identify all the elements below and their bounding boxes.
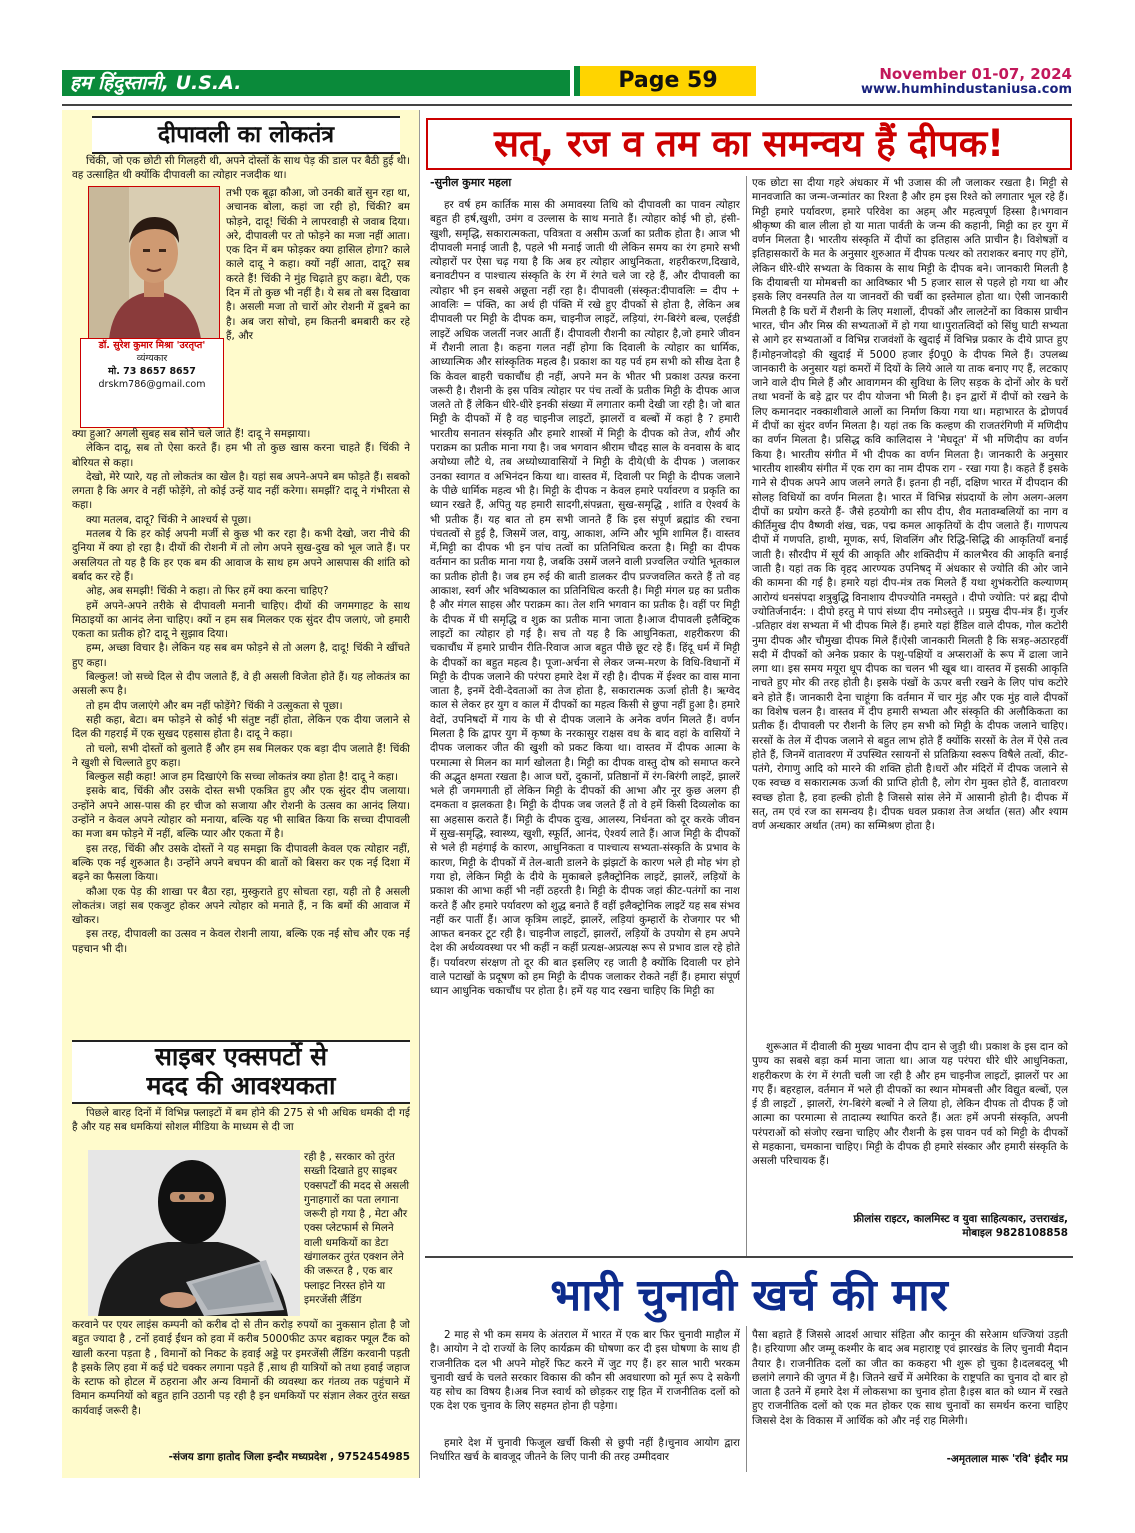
cyber-beside-image — [304, 1150, 410, 1316]
paragraph: क्या हुआ? अगली सुबह सब सोने चले जाते हैं! दादू ने समझाया। — [72, 428, 311, 440]
paragraph: तो चलो, सभी दोस्तों को बुलाते हैं और हम सब मिलकर एक बड़ा दीप जलाते हैं! चिंकी ने खुशी से चिल्लाते हुए कहा। — [72, 742, 410, 769]
chunav-column-1 — [430, 1328, 740, 1432]
cyber-body-text: करवाने पर एयर लाइंस कम्पनी को करीब दो से तीन करोड़ रुपयों का नुकसान होता है जो बहुत ज्यादा है , टनों हवाई ईंधन को हवा में करीब 5000फीट ऊपर बहाकर फ्यूल टैंक को खाली करना पड़ता है , विमानों को निकट के हवाई अड्डे पर इमरजेंसी लैंडिंग करवानी पड़ती है इसके लिए हवा में कई घंटे चक्कर लगाना पड़ते हैं ,साथ ही यात्रियों को तथा हवाई जहाज के स्टाफ को होटल में ठहराना और अन्य विमानों की व्यवस्था कर गंतव्य तक पहुंचाने में विमान कम्पनियों को बहुत हानि उठानी पड़ रही है इन धमकियों पर संज्ञान लेकर तुरंत सख्त कार्यवाई जरूरी है। — [72, 1319, 410, 1417]
paragraph: तो हम दीप जलाएंगे और बम नहीं फोड़ेंगे? चिंकी ने उत्सुकता से पूछा। — [86, 699, 343, 712]
deepak-column-2-tail — [752, 1040, 1068, 1210]
lokatantra-body — [72, 427, 410, 1047]
paragraph: इस तरह, चिंकी और उसके दोस्तों ने यह समझा कि दीपावली केवल एक त्योहार नहीं, बल्कि एक नई शुरुआत है। उन्होंने अपने बचपन की बातों को बिसरा कर एक नई दिशा में बढ़ने का फैसला किया। — [72, 842, 410, 884]
cyber-headline-line2: मदद की आवश्यकता — [146, 1071, 336, 1100]
paragraph: इस तरह, दीपावली का उत्सव न केवल रोशनी लाया, बल्कि एक नई सोच और एक नई पहचान भी दी। — [72, 928, 410, 955]
cyber-headline-line1: साइबर एक्सपर्टो से — [155, 1042, 327, 1071]
newspaper-title: हम हिंदुस्तानी, U.S.A. — [70, 72, 242, 94]
paragraph: हम्म, अच्छा विचार है। लेकिन यह सब बम फोड़ने से तो अलग है, दादू! चिंकी ने खींचते हुए कहा। — [72, 642, 410, 669]
lokatantra-headline: दीपावली का लोकतंत्र — [92, 116, 400, 154]
deepak-column-2-tail-text: शुरूआत में दीवाली की मुख्य भावना दीप दान से जुड़ी थी। प्रकाश के इस दान को पुण्य का सबसे बड़ा कर्म माना जाता था। आज यह परंपरा धीरे धीरे आधुनिकता, शहरीकरण के रंग में रंगती चली जा रही है और हम चाइनीज लाइटों, झालरों पर आ गए हैं। बहरहाल, वर्तमान में भले ही दीपकों का स्थान मोमबत्ती और विद्युत बल्बों, एल ई डी लाइटों , झालरों, रंग-बिरंगे बल्बों ने ले लिया हो, लेकिन दीपक तो दीपक हैं जो आत्मा का परमात्मा से तादात्म्य स्थापित करते हैं। अतः हमें अपनी संस्कृति, अपनी परंपराओं को संजोए रखना चाहिए और रौशनी के इस पावन पर्व को मिट्टी के दीपकों से महकाना, चमकाना चाहिए। मिट्टी के दीपक ही हमारे संस्कार और हमारी संस्कृति के असली परिचायक हैं। — [752, 1041, 1068, 1168]
paragraph: बिल्कुल! जो सच्चे दिल से दीप जलाते हैं, वे ही असली विजेता होते हैं। यह लोकतंत्र का असली रूप है। — [72, 671, 410, 698]
deepak-signature — [752, 1212, 1068, 1244]
hacker-laptop-icon — [88, 1150, 300, 1316]
column-divider — [746, 176, 747, 1256]
chunav-column-1-text: 2 माह से भी कम समय के अंतराल में भारत में एक बार फिर चुनावी माहौल में है। आयोग ने दो राज्यों के लिए कार्यक्रम की घोषणा कर दी इस घोषणा के साथ ही राजनीतिक दल भी अपने मोहरें फिट करने में जुट गए हैं। हर साल भारी भरकम चुनावी खर्च के चलते सरकार विकास की कौन सी अवधारणा को मूर्त रूप दे सकेगी यह सोच का विषय है।अब निज स्वार्थ को छोड़कर राष्ट्र हित में राजनीतिक दलों को एक देश एक चुनाव के लिए सहमत होना ही पड़ेगा। — [430, 1329, 740, 1413]
lokatantra-intro-text: चिंकी, जो एक छोटी सी गिलहरी थी, अपने दोस्तों के साथ पेड़ की डाल पर बैठी हुई थी। वह उत्साहित थी क्योंकि दीपावली का त्योहार नजदीक था। — [72, 155, 410, 182]
author-phone: मो. 73 8657 8657 — [108, 366, 196, 377]
paragraph: बिल्कुल सही कहा! आज हम दिखाएंगे कि सच्चा लोकतंत्र क्या होता है! दादू ने कहा। — [86, 771, 398, 784]
cyber-body — [72, 1318, 410, 1446]
deepak-byline: -सुनील कुमार महला — [430, 176, 512, 189]
issue-date: November 01-07, 2024 — [879, 65, 1072, 83]
cyber-signature: -संजय डागा हातोद जिला इन्दौर मध्यप्रदेश , 9752454985 — [168, 1451, 410, 1463]
chunav-column-1-tail — [430, 1436, 740, 1468]
author-name: डॉ. सुरेश कुमार मिश्रा 'उरतृप्त' — [98, 340, 206, 351]
author-photo — [88, 186, 220, 340]
deepak-column-1-text: हर वर्ष हम कार्तिक मास की अमावस्या तिथि को दीपावली का पावन त्योहार बहुत ही हर्ष,खुशी, उमंग व उल्लास के साथ मनाते हैं। त्योहार कोई भी हो, हंसी-खुशी, समृद्धि, सकारात्मकता, पवित्रता व असीम ऊर्जा का प्रतीक होता है। आज भी दीपावली मनाई जाती है, पहले भी मनाई जाती थी लेकिन समय का रंग हमारे सभी त्योहारों पर ऐसा चढ़ गया है कि अब हर त्योहार आधुनिकता, शहरीकरण,दिखावे, बनावटीपन व पाश्चात्य संस्कृति के रंग में रंगते चले जा रहे हैं, और दीपावली का त्योहार भी इन सबसे अछूता नहीं रहा है। दीपावली (संस्कृत:दीपावलिः = दीप + आवलिः = पंक्ति, का अर्थ ही पंक्ति में रखे हुए दीपकों से होता है, लेकिन अब दीपावली पर मिट्टी के दीपक कम, चाइनीज लाइटें, लड़ियां, रंग-बिरंगे बल्ब, एलईडी लाइटें अधिक जलतीं नजर आतीं हैं। दीपावली रौशनी का त्योहार है,जो हमारे जीवन में रौशनी लाता है। कहना गलत नहीं होगा कि दिवाली के त्योहार का धार्मिक, आध्यात्मिक और सांस्कृतिक महत्व है। प्रकाश का यह पर्व हम सभी को सीख देता है कि केवल बाहरी चकाचौंध ही नहीं, अपने मन के भीतर भी प्रकाश उत्पन्न करना जरूरी है। रौशनी के इस पवित्र त्योहार पर पंच तत्वों के प्रतीक मिट्टी के दीपक आज जलते तो हैं लेकिन धीरे-धीरे इनकी संख्या में लगातार कमी देखी जा रही है। जो बात मिट्टी के दीपकों में है वह चाइनीज लाइटों, झालरों व बल्बों में कहां है ? हमारी भारतीय सनातन संस्कृति और हमारे शास्त्रों में मिट्टी के दीपक को तेज, शौर्य और पराक्रम का प्रतीक माना गया है। जब भगवान श्रीराम चौदह साल के वनवास के बाद अयोध्या लौटे थे, तब अध्योध्यावासियों ने मिट्टी के दीये(घी के दीपक ) जलाकर उनका स्वागत व अभिनंदन किया था। वास्तव में, दिवाली पर मिट्टी के दीपक जलाने के पीछे धार्मिक महत्व भी है। मिट्टी के दीपक न केवल हमारे पर्यावरण व प्रकृति का ध्यान रखते हैं, अपितु यह हमारी सादगी,संपन्नता, सुख-समृद्धि , शांति व ऐश्वर्य के भी प्रतीक हैं। यह बात तो हम सभी जानते हैं कि इस संपूर्ण ब्रह्मांड की रचना पंचतत्वों से हुई है, जिसमें जल, वायु, आकाश, अग्नि और भूमि शामिल हैं। वास्तव में,मिट्टी का दीपक भी इन पांच तत्वों का प्रतिनिधित्व करता है। मिट्टी का दीपक वर्तमान का प्रतीक माना गया है, जबकि उसमें जलने वाली प्रज्वलित ज्योति भूतकाल का प्रतीक होती है। जब हम रुई की बाती डालकर दीप प्रज्जवलित करते हैं तो वह आकाश, स्वर्ग और भविष्यकाल का प्रतिनिधित्व करती है। मिट्टी मंगल ग्रह का प्रतीक है और मंगल साहस और पराक्रम का। तेल शनि भगवान का प्रतीक है। वहीं पर मिट्टी के दीपक में घी समृद्धि व शुक्र का प्रतीक माना जाता है।आज दीपावली इलैक्ट्रिक लाइटों का त्योहार हो गई है। सच तो यह है कि आधुनिकता, शहरीकरण की चकाचौंध में हमारे प्राचीन रीति-रिवाज आज बहुत पीछे छूट रहे हैं। हिंदू धर्म में मिट्टी के दीपकों का बहुत महत्व है। पूजा-अर्चना से लेकर जन्म-मरण के विधि-विधानों में मिट्टी के दीपक जलाने की परंपरा हमारे देश में रही है। दीपक में ईश्वर का वास माना जाता है, इनमें देवी-देवताओं का तेज होता है, सकारात्मक ऊर्जा होती है। ऋग्वेद काल से लेकर हर युग व काल में दीपकों का महत्व किसी से छुपा नहीं हुआ है। हमारे वेदों, उपनिषदों में गाय के घी से दीपक जलाने के अनेक वर्णन मिलते हैं। वर्णन मिलता है कि द्वापर युग में कृष्ण के नरकासुर राक्षस वध के बाद वहां के वासियों ने दीपक जलाकर जीत की खुशी को प्रकट किया था। वास्तव में दीपक आत्मा के परमात्मा से मिलन का मार्ग खोलता है। मिट्टी का दीपक वास्तु दोष को समाप्त करने की अद्भुत क्षमता रखता है। आज घरों, दुकानों, प्रतिष्ठानों में रंग-बिरंगी लाइटें, झालरें भले ही जगमगाती हों लेकिन मिट्टी के दीपकों की आभा और नूर कुछ अलग ही दमकता व झलकता है। मिट्टी के दीपक जब जलते हैं तो वे हमें किसी दिव्यलोक का सा अहसास कराते हैं। मिट्टी के दीपक दुःख, आलस्य, निर्धनता को दूर करके जीवन में सुख-समृद्धि, स्वास्थ्य, खुशी, स्फूर्ति, आनंद, ऐश्वर्य लाते हैं। आज मिट्टी के दीपकों से भले ही महंगाई के कारण, आधुनिकता व पाश्चात्य सभ्यता-संस्कृति के प्रभाव के कारण, मिट्टी के दीपकों में तेल-बाती डालने के झंझटों के कारण भले ही मोह भंग हो गया हो, लेकिन मिट्टी के दीये के मुकाबले इलैक्ट्रोनिक लाइटें, झालरें, लड़ियों के प्रकाश की आभा कहीं भी नहीं ठहरती है। मिट्टी के दीपक जहां कीट-पतंगों का नाश करते हैं और हमारे पर्यावरण को शुद्ध बनाते हैं वहीं इलैक्ट्रोनिक लाइटें यह सब संभव नहीं कर पातीं हैं। आज कृत्रिम लाइटें, झालरें, लड़ियां कुम्हारों के रोजगार पर भी आफत बनकर टूट रही है। चाइनीज लाइटों, झालरों, लड़ियों के उपयोग से हम अपने देश की अर्थव्यवस्था पर भी कहीं न कहीं प्रत्यक्ष-अप्रत्यक्ष रूप से प्रभाव डाल रहे होते हैं। पर्यावरण संरक्षण तो दूर की बात इसलिए रह जाती है क्योंकि दिवाली पर होने वाले पटाखों के प्रदूषण को हम मिट्टी के दीपक जलाकर रोकते नहीं हैं। हमारा संपूर्ण ध्यान आधुनिक चकाचौंध पर होता है। हमें यह याद रखना चाहिए कि मिट्टी का — [430, 199, 740, 998]
paragraph: देखो, मेरे प्यारे, यह तो लोकतंत्र का खेल है। यहां सब अपने-अपने बम फोड़ते हैं। सबको लगता है कि अगर वे नहीं फोड़ेंगे, तो कोई उन्हें याद नहीं करेगा। समझीं? दादू ने गंभीरता से कहा। — [72, 470, 410, 512]
deepak-signature-line2: मोबाइल 9828108858 — [962, 1227, 1068, 1240]
chunav-column-2-text: पैसा बहाते हैं जिससे आदर्श आचार संहिता और कानून की सरेआम धज्जियां उड़ती है। हरियाणा और जम्मू कश्मीर के बाद अब महाराष्ट्र एवं झारखंड के लिए चुनावी मैदान तैयार है। राजनीतिक दलों का जीत का ककहरा भी शुरू हो चुका है।दलबदलू भी छलांगे लगाने की जुगत में है। जितने खर्चे में अमेरिका के राष्ट्रपति का चुनाव दो बार हो जाता है उतने में हमारे देश में लोकसभा का चुनाव होता है।इस बात को ध्यान में रखते हुए राजनीतिक दलों को एक मत होकर एक साथ चुनावों का समर्थन करना चाहिए जिससे देश के विकास में आर्थिक को और नई राह मिलेगी। — [752, 1329, 1068, 1427]
author-email[interactable]: drskm786@gmail.com — [98, 379, 206, 390]
deepak-column-1 — [430, 198, 740, 1244]
masthead-rule — [62, 104, 1072, 106]
section-rule — [425, 1256, 1073, 1258]
chunav-column-1-tail-text: हमारे देश में चुनावी फिजूल खर्ची किसी से छुपी नहीं है।चुनाव आयोग द्वारा निर्धारित खर्च के बावजूद जीतने के लिए पानी की तरह उम्मीदवार — [430, 1437, 740, 1464]
cyber-headline — [72, 1040, 410, 1104]
lokatantra-beside-photo-text: तभी एक बूढ़ा कौआ, जो उनकी बातें सुन रहा था, अचानक बोला, कहां जा रही हो, चिंकी? बम फोड़ने, दादू! चिंकी ने लापरवाही से जवाब दिया। अरे, दीपावली पर तो फोड़ने का मजा नहीं आता। एक दिन में बम फोड़कर क्या हासिल होगा? काले काले दादू ने कहा। क्यों नहीं आता, दादू? सब करते हैं! चिंकी ने मुंह चिढ़ाते हुए कहा। बेटी, एक दिन में तो कुछ भी नहीं है। ये सब तो बस दिखावा है। असली मजा तो चारों ओर रोशनी में डूबने का है। अब जरा सोचो, हम कितनी बमबारी कर रहे हैं, और — [226, 187, 410, 342]
paragraph: सही कहा, बेटा। बम फोड़ने से कोई भी संतुष्ट नहीं होता, लेकिन एक दीया जलाने से दिल की गहराई में एक सुखद एहसास होता है। दादू ने कहा। — [72, 713, 410, 741]
chunav-column-2 — [752, 1328, 1068, 1446]
deepak-signature-line1: फ्रीलांस राइटर, कालमिस्ट व युवा साहित्यकार, उत्तराखंड, — [853, 1213, 1068, 1225]
lokatantra-beside-photo — [226, 186, 410, 424]
masthead — [62, 64, 1072, 100]
website-link[interactable]: www.humhindustaniusa.com — [860, 82, 1072, 97]
paragraph: ओह, अब समझी! चिंकी ने कहा। तो फिर हमें क्या करना चाहिए? — [86, 585, 329, 598]
paragraph: लेकिन दादू, सब तो ऐसा करते हैं। हम भी तो कुछ खास करना चाहते हैं। चिंकी ने बोरियत से कहा। — [72, 442, 410, 469]
chunav-headline: भारी चुनावी खर्च की मार — [550, 1270, 948, 1321]
lokatantra-intro — [72, 154, 410, 184]
paragraph: इसके बाद, चिंकी और उसके दोस्त सभी एकत्रित हुए और एक सुंदर दीप जलाया। उन्होंने अपने आस-पास की हर चीज को सजाया और रोशनी के उत्सव का आनंद लिया। उन्होंने न केवल अपने त्योहार को मनाया, बल्कि यह भी साबित किया कि सच्चा दीपावली का मजा बम फोड़ने में नहीं, बल्कि प्यार और एकता में है। — [72, 785, 410, 841]
paragraph: मतलब ये कि हर कोई अपनी मर्जी से कुछ भी कर रहा है। कभी देखो, जरा नीचे की दुनिया में क्या हो रहा है। दीयों की रोशनी में तो लोग अपने सुख-दुख को भूल जाते हैं। पर असलियत तो यह है कि हर एक बम की आवाज के साथ हम अपने आसपास की शांति को बर्बाद कर रहे हैं। — [72, 528, 410, 583]
column-divider — [746, 1326, 747, 1472]
hacker-image — [88, 1150, 300, 1316]
author-portrait-icon — [89, 187, 219, 339]
cyber-intro-text: पिछले बारह दिनों में विभिन्न फ्लाइटों में बम होने की 275 से भी अधिक धमकी दी गई है और यह सब धमकियां सोशल मीडिया के माध्यम से दी जा — [72, 1107, 410, 1134]
cyber-intro — [72, 1106, 410, 1148]
chunav-signature: -अमृतलाल मारू 'रवि' इंदौर मप्र — [946, 1453, 1068, 1465]
deepak-column-2-text: एक छोटा सा दीया गहरे अंधकार में भी उजास की लौ जलाकर रखता है। मिट्टी से मानवजाति का जन्म-जन्मांतर का रिश्ता है और हम इस रिश्ते को लगातार भूल रहे हैं। मिट्टी हमारे पर्यावरण, हमारे परिवेश का अहम् और महत्वपूर्ण हिस्सा है।भगवान श्रीकृष्ण की बाल लीला हो या माता पार्वती के जन्म की कहानी, मिट्टी का हर युग में वर्णन मिलता है। भारतीय संस्कृति में दीपों का इतिहास अति प्राचीन है। विशेषज्ञों व इतिहासकारों के मत के अनुसार शुरुआत में दीपक पत्थर को तराशकर बनाए गए होंगे, लेकिन धीरे-धीरे सभ्यता के विकास के साथ मिट्टी के दीपक बने। जानकारी मिलती है कि दीयाबत्ती या मोमबत्ती का आविष्कार भी 5 हजार साल से पहले हो गया था और इसके लिए वनस्पति तेल या जानवरों की चर्बी का इस्तेमाल होता था। ऐसी जानकारी मिलती है कि घरों में रौशनी के लिए मशालों, दीपकों और लालटेनों का विकास प्राचीन भारत, चीन और मिस्र की सभ्यताओं में हो गया था।पुरातत्विदों को सिंधु घाटी सभ्यता से आगे हर सभ्यताओं व विभिन्न राजवंशों के खुदाई में विभिन्न प्रकार के दीये प्राप्त हुए हैं।मोहनजोदड़ो की खुदाई में 5000 हजार ई0पू0 के दीपक मिले हैं। उपलब्ध जानकारी के अनुसार यहां कमरों में दियों के लिये आले या ताक बनाए गए हैं, लटकाए जाने वाले दीप मिले हैं और आवागमन की सुविधा के लिए सड़क के दोनों ओर के घरों तथा भवनों के बड़े द्वार पर दीप योजना भी मिली है। इन द्वारों में दीपों को रखने के लिए कमानदार नक्काशीवाले आलों का निर्माण किया गया था। महाभारत के द्रोणपर्व में दीपों का सुंदर वर्णन मिलता है। यहां तक कि कल्हण की राजतरंगिणी में मणिदीप का वर्णन मिलता है। प्रसिद्ध कवि कालिदास ने 'मेघदूत' में भी मणिदीप का वर्णन किया है। भारतीय संगीत में भी दीपक का वर्णन मिलता है। जानकारी के अनुसार भारतीय शास्त्रीय संगीत में एक राग का नाम दीपक राग - रखा गया है। कहते हैं इसके गाने से दीपक अपने आप जलने लगते हैं। इतना ही नहीं, दक्षिण भारत में दीपदान की सोलह विधियों का वर्णन मिलता है। भारत में विभिन्न संप्रदायों के लोग अलग-अलग दीपों का प्रयोग करते हैं- जैसे हठयोगी का सीप दीप, शैव मतावम्बलियों का नाग व कीर्तिमुख दीप वैष्णवी शंख, चक्र, पद्म कमल आकृतियों के दीप जलाते हैं। गाणपत्य दीपों में गणपति, हाथी, मूणक, सर्प, शिवलिंग और रिद्धि-सिद्धि की आकृतियाँ बनाई जाती है। सौरदीप में सूर्य की आकृति और शक्तिदीप में कालभैरव की आकृति बनाई जाती है। यहां तक कि वृहद आरण्यक उपनिषद् में अंधकार से ज्योति की ओर जाने की कामना की गई है। हमारे यहां दीप-मंत्र तक मिलते हैं यथा शुभंकरोति कल्याणम् आरोग्यं धनसंपदा शत्रुबुद्धि विनाशाय दीपज्योति नमस्तुते । दीपो ज्योति: परं ब्रह्म दीपो ज्योतिर्जनार्दन: । दीपो हरतु मे पापं संध्या दीप नमोऽस्तुते ।। प्रमुख दीप-मंत्र हैं। गुर्जर -प्रतिहार वंश सभ्यता में भी दीपक मिले हैं। हमारे यहां हैंडिल वाले दीपक, गोल कटोरी नुमा दीपक और चौमुखा दीपक मिले हैं।ऐसी जानकारी मिलती है कि सत्रह-अठारहवीं सदी में दीपकों को अनेक प्रकार के पशु-पक्षियों व अप्सराओं के रूप में ढाला जाने लगा था। इस समय मयूरा धूप दीपक का चलन भी खूब था। वास्तव में इसकी आकृति नाचते हुए मोर की तरह होती है। इसके पंखों के ऊपर बत्ती रखने के लिए पांच कटोरे बने होते हैं। जानकारी देना चाहूंगा कि वर्तमान में चार मुंह और एक मुंह वाले दीपकों का विशेष चलन है। वास्तव में दीप हमारी सभ्यता और संस्कृति की अलौकिकता का प्रतीक हैं। दीपावली पर रौशनी के लिए हम सभी को मिट्टी के दीपक जलाने चाहिए। सरसों के तेल में दीपक जलाने से बहुत लाभ होते हैं क्योंकि सरसों के तेल में ऐसे तत्व होते हैं, जिनमें वातावरण में उपस्थित रसायनों से प्रतिक्रिया स्वरूप विषैले तत्वों, कीट-पतंगे, रोगाणु आदि को मारने की शक्ति होती है।घरों और मंदिरों में दीपक जलाने से एक स्वच्छ व सकारात्मक ऊर्जा की प्राप्ति होती है, लोग रोग मुक्त होते हैं, वातावरण स्वच्छ होता है, हवा हल्की होती है जिससे सांस लेने में आसानी होती है। दीपक में सत्, तम एवं रज का समन्वय है। दीपक धवल प्रकाश तेज अर्थात (सत) और श्याम वर्ण अन्धकार अर्थात (तम) का सम्मिश्रण होता है। — [752, 177, 1068, 833]
author-role: व्यंग्यकार — [136, 353, 168, 364]
paragraph: क्या मतलब, दादू? चिंकी ने आश्चर्य से पूछा। — [86, 513, 252, 526]
paragraph: कौआ एक पेड़ की शाखा पर बैठा रहा, मुस्कुराते हुए सोचता रहा, यही तो है असली लोकतंत्र। जहां सब एकजुट होकर अपने त्योहार को मनाते हैं, न कि बमों की आवाज में खोकर। — [72, 885, 410, 927]
paragraph: हमें अपने-अपने तरीके से दीपावली मनानी चाहिए। दीयों की जगमगाहट के साथ मिठाइयों का आनंद लेना चाहिए। क्यों न हम सब मिलकर एक सुंदर दीप जलाएं, जो हमारी एकता का प्रतीक हो? दादू ने सुझाव दिया। — [72, 599, 410, 641]
cyber-beside-image-text: रही है , सरकार को तुरंत सख्ती दिखाते हुए साइबर एक्सपर्टों की मदद से असली गुनाहगारों का पता लगाना जरूरी हो गया है , मेटा और एक्स प्लेटफार्म से मिलने वाली धमकियों का डेटा खंगालकर तुरंत एक्शन लेने की जरूरत है , एक बार फ्लाइट निरस्त होने या इमरजेंसी लैंडिंग — [304, 1151, 410, 1306]
page-number: Page 59 — [574, 66, 756, 96]
deepak-column-2 — [752, 176, 1068, 1036]
author-card — [80, 338, 224, 428]
deepak-headline: सत्, रज व तम का समन्वय हैं दीपक! — [426, 118, 1072, 170]
